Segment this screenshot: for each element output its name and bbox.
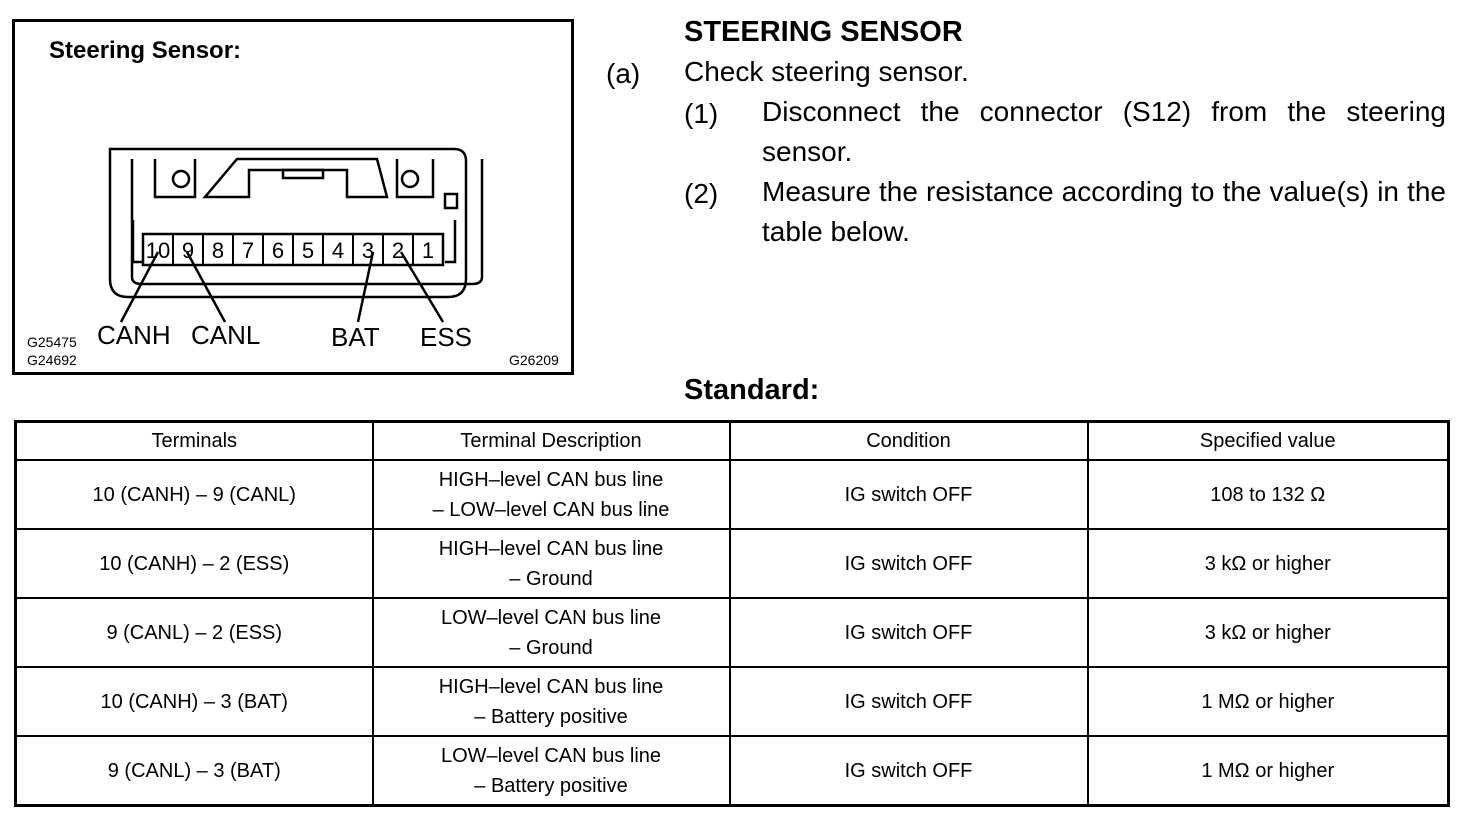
pin-number: 5 <box>301 238 315 263</box>
description-line-1: LOW–level CAN bus line <box>440 744 662 767</box>
table-header-row <box>16 422 1449 461</box>
cell-value: 1 MΩ or higher <box>1088 736 1449 806</box>
callout-canh: CANH <box>97 320 171 350</box>
cell-condition: IG switch OFF <box>730 667 1088 736</box>
cell-terminals: 10 (CANH) – 9 (CANL) <box>16 460 373 529</box>
description-line-1: HIGH–level CAN bus line <box>438 468 664 491</box>
substep-2-label: (2) <box>684 178 719 209</box>
description-line-2: – Ground <box>509 567 593 590</box>
header-terminals: Terminals <box>16 422 373 461</box>
cell-terminals: 9 (CANL) – 2 (ESS) <box>16 598 373 667</box>
key-notch <box>283 170 323 178</box>
pin-number: 8 <box>211 238 225 263</box>
pin-number: 2 <box>391 238 405 263</box>
pin-number: 9 <box>181 238 195 263</box>
polarity-mark <box>445 194 457 208</box>
figure-title: Steering Sensor: <box>49 37 242 64</box>
cell-terminals: 10 (CANH) – 3 (BAT) <box>16 667 373 736</box>
cell-value: 108 to 132 Ω <box>1088 460 1449 529</box>
right-lock-hole <box>402 171 418 187</box>
cell-description <box>373 529 730 598</box>
description-line-2: – Ground <box>509 636 593 659</box>
pin-number: 7 <box>241 238 255 263</box>
figure-code-2: G24692 <box>27 352 77 368</box>
description-line-1: HIGH–level CAN bus line <box>438 537 664 560</box>
cell-condition: IG switch OFF <box>730 460 1088 529</box>
cell-value: 3 kΩ or higher <box>1088 598 1449 667</box>
table-row <box>16 529 1449 598</box>
callout-bat: BAT <box>331 322 380 352</box>
description-line-1: HIGH–level CAN bus line <box>438 675 664 698</box>
header-specified-value: Specified value <box>1088 422 1449 461</box>
terminal-bracket-left <box>133 220 143 262</box>
description-line-2: – Battery positive <box>474 705 628 728</box>
cell-value: 3 kΩ or higher <box>1088 529 1449 598</box>
step-a-text: Check steering sensor. <box>684 56 969 87</box>
cell-description <box>373 460 730 529</box>
callout-canl: CANL <box>191 320 261 350</box>
step-a-label: (a) <box>606 58 641 89</box>
description-line-1: LOW–level CAN bus line <box>440 606 662 629</box>
specification-table <box>14 420 1450 807</box>
pin-number: 10 <box>145 238 171 263</box>
pin-dividers <box>173 234 413 265</box>
figure-code-right: G26209 <box>509 352 559 368</box>
cell-condition: IG switch OFF <box>730 598 1088 667</box>
pin-number: 6 <box>271 238 285 263</box>
table-row <box>16 598 1449 667</box>
cell-condition: IG switch OFF <box>730 736 1088 806</box>
cell-terminals: 9 (CANL) – 3 (BAT) <box>16 736 373 806</box>
header-terminal-description: Terminal Description <box>373 422 730 461</box>
pin-number: 4 <box>331 238 345 263</box>
cell-description <box>373 667 730 736</box>
substep-2-text: Measure the resistance according to the value(s) in the table below. <box>762 176 1446 247</box>
cell-terminals: 10 (CANH) – 2 (ESS) <box>16 529 373 598</box>
pin-number: 1 <box>421 238 435 263</box>
substep-1-label: (1) <box>684 98 719 129</box>
cell-value: 1 MΩ or higher <box>1088 667 1449 736</box>
pin-labels <box>146 238 434 263</box>
pin-number: 3 <box>361 238 375 263</box>
description-line-2: – LOW–level CAN bus line <box>432 498 670 521</box>
table-row <box>16 736 1449 806</box>
cell-condition: IG switch OFF <box>730 529 1088 598</box>
cell-description <box>373 598 730 667</box>
procedure-heading: STEERING SENSOR <box>684 16 963 48</box>
table-row <box>16 460 1449 529</box>
description-line-2: – Battery positive <box>474 774 628 797</box>
table-row <box>16 667 1449 736</box>
callout-ess: ESS <box>420 322 473 352</box>
substep-1-text: Disconnect the connector (S12) from the steering sensor. <box>762 96 1446 167</box>
terminal-bracket-right <box>445 220 455 262</box>
cell-description <box>373 736 730 806</box>
figure-code-1: G25475 <box>27 334 77 350</box>
left-lock-hole <box>173 171 189 187</box>
connector-figure <box>12 19 574 375</box>
header-condition: Condition <box>730 422 1088 461</box>
standard-label: Standard: <box>684 374 820 406</box>
